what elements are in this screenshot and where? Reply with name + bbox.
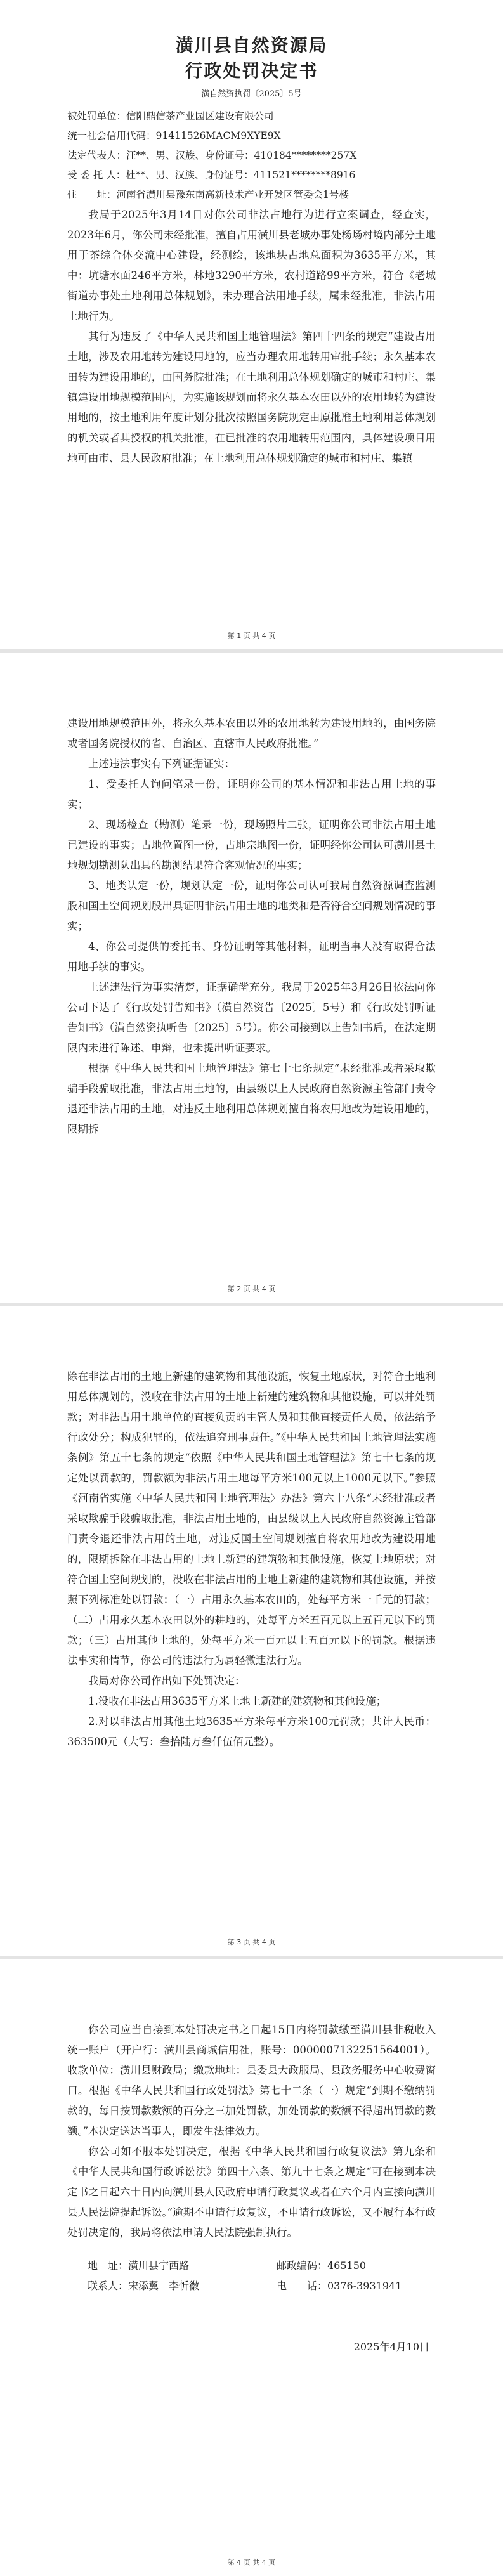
evidence-item: 3、地类认定一份，规划认定一份，证明你公司认可我局自然资源调查监测股和国土空间规划股出具证明非法占用土地的地类和是否符合空间规划情况的事实；	[67, 880, 436, 932]
document-page-2	[0, 653, 503, 1303]
page-number: 第 3 页 共 4 页	[227, 1938, 276, 1946]
page-number: 第 1 页 共 4 页	[227, 632, 276, 640]
appeal-rights: 你公司如不服本处罚决定，根据《中华人民共和国行政复议法》第九条和《中华人民共和国行政诉讼法》第四十六条、第九十七条之规定“可在接到本决定书之日起六十日内向潢川县人民政府申请行政复议或者在六个月内直接向潢川县人民法院提起诉讼。”逾期不申请行政复议，不申请行政诉讼，又不履行本行政处罚决定的，我局将依法申请人民法院强制执行。	[67, 2145, 436, 2239]
contact-row-person	[67, 2276, 436, 2296]
decision-item: 1.没收在非法占用3635平方米土地上新建的建筑物和其他设施；	[88, 1695, 387, 1707]
contact-phone: 电 话：0376-3931941	[277, 2280, 402, 2292]
document-page-4	[0, 1959, 503, 2576]
case-facts-paragraph: 我局于2025年3月14日对你公司非法占地行为进行立案调查，经查实，2023年6月，你公司未经批准，擅自占用潢川县老城办事处杨场村境内部分土地用于茶综合体交流中心建设，经测绘，该地块占地总面积为3635平方米，其中：坑塘水面246平方米，林地3290平方米，农村道路99平方米，符合《老城街道办事处土地利用总体规划》，未办理合法用地手续，属未经批准，非法占用土地行为。	[67, 209, 436, 322]
credit-code: 统一社会信用代码：91411526MACM9XYE9X	[67, 130, 281, 141]
penalized-party: 被处罚单位：信阳鼎信茶产业园区建设有限公司	[67, 110, 274, 122]
decision-intro: 我局对你公司作出如下处罚决定：	[88, 1675, 245, 1687]
page-number: 第 4 页 共 4 页	[227, 2558, 276, 2566]
contact-persons: 联系人：宋添翼 李忻徽	[88, 2280, 200, 2292]
evidence-item: 2、现场检查（勘测）笔录一份，现场照片二张，证明你公司非法占用土地已建设的事实；占地位置图一份，占地宗地图一份，证明经你公司认可潢川县土地规划勘测队出具的勘测结果符合客观情况的事实；	[67, 819, 436, 871]
procedure-paragraph: 上述违法行为事实清楚，证据确凿充分。我局于2025年3月26日依法向你公司下达了《行政处罚告知书》（潢自然资告〔2025〕5号）和《行政处罚听证告知书》（潢自然资执听告〔2025〕5号）。你公司接到以上告知书后，在法定期限内未进行陈述、申辩，也未提出听证要求。	[67, 981, 436, 1054]
evidence-intro: 上述违法事实有下列证据证实：	[88, 758, 235, 770]
issue-date: 2025年4月10日	[353, 2341, 429, 2353]
party-address: 住 址：河南省潢川县豫东南高新技术产业开发区管委会1号楼	[67, 189, 349, 200]
authorized-agent: 受 委 托 人：杜**、男、汉族、身份证号：411521********8916	[67, 169, 356, 181]
postal-code: 邮政编码：465150	[277, 2260, 367, 2272]
document-page-3	[0, 1306, 503, 1956]
contact-row-address	[67, 2256, 436, 2276]
decision-item: 2.对以非法占用其他土地3635平方米每平方米100元罚款；共计人民币：363500元（大写：叁拾陆万叁仟伍佰元整）。	[67, 1715, 436, 1748]
document-number: 潢自然资执罚〔2025〕5号	[201, 89, 302, 99]
payment-instructions: 你公司应当自接到本处罚决定书之日起15日内将罚款缴至潢川县非税收入统一账户（开户行：潢川县商城信用社，账号：0000007132251564001）。收款单位：潢川县财政局；缴款地址：县委县大政服局、县政务服务中心收费窗口。根据《中华人民共和国行政处罚法》第七十二条（一）规定“到期不缴纳罚款的，每日按罚款数额的百分之三加处罚款，加处罚款的数额不得超出罚款的数额。”本决定送达当事人，即发生法律效力。	[67, 2024, 436, 2137]
document-page-1	[0, 0, 503, 649]
legal-basis-continued: 除在非法占用的土地上新建的建筑物和其他设施，恢复土地原状，对符合土地利用总体规划的，没收在非法占用的土地上新建的建筑物和其他设施，可以并处罚款；对非法占用土地单位的直接负责的主管人员和其他直接责任人员，依法给予行政处分；构成犯罪的，依法追究刑事责任。”《中华人民共和国土地管理法实施条例》第五十七条的规定“依照《中华人民共和国土地管理法》第七十七条的规定处以罚款的，罚款额为非法占用土地每平方米100元以上1000元以下。”参照《河南省实施〈中华人民共和国土地管理法〉办法》第六十八条“未经批准或者采取欺骗手段骗取批准，非法占用土地的，由县级以上人民政府自然资源主管部门责令退还非法占用的土地，对违反国土空间规划擅自将农用地改为建设用地的，限期拆除在非法占用的土地上新建的建筑物和其他设施，恢复土地原状；对符合国土空间规划的，没收在非法占用的土地上新建的建筑物和其他设施，并按照下列标准处以罚款：（一）占用永久基本农田的，处每平方米一千元的罚款；（二）占用永久基本农田以外的耕地的，处每平方米五百元以上五百元以下的罚款；（三）占用其他土地的，处每平方米一百元以上五百元以下的罚款。根据违法事实和情节，你公司的违法行为属轻微违法行为。	[67, 1370, 436, 1667]
legal-basis-paragraph: 根据《中华人民共和国土地管理法》第七十七条规定“未经批准或者采取欺骗手段骗取批准，非法占用土地的，由县级以上人民政府自然资源主管部门责令退还非法占用的土地，对违反土地利用总体规划擅自将农用地改为建设用地的，限期拆	[67, 1062, 436, 1135]
page-number: 第 2 页 共 4 页	[227, 1285, 276, 1293]
legal-representative: 法定代表人：汪**、男、汉族、身份证号：410184********257X	[67, 150, 357, 161]
legal-violation-continued: 建设用地规模范围外，将永久基本农田以外的农用地转为建设用地的，由国务院或者国务院授权的省、自治区、直辖市人民政府批准。”	[67, 717, 436, 750]
document-title-type: 行政处罚决定书	[185, 60, 318, 81]
office-address: 地 址：潢川县宁西路	[88, 2260, 190, 2272]
document-title-agency: 潢川县自然资源局	[175, 35, 328, 56]
evidence-item: 1、受委托人询问笔录一份，证明你公司的基本情况和非法占用土地的事实；	[67, 778, 436, 810]
legal-violation-paragraph: 其行为违反了《中华人民共和国土地管理法》第四十四条的规定“建设占用土地，涉及农用地转为建设用地的，应当办理农用地转用审批手续；永久基本农田转为建设用地的，由国务院批准；在土地利用总体规划确定的城市和村庄、集镇建设用地规模范围内，为实施该规划而将永久基本农田以外的农用地转为建设用地的，按土地利用年度计划分批次按照国务院规定由原批准土地利用总体规划的机关或者其授权的机关批准，在已批准的农用地转用范围内，具体建设项目用地可由市、县人民政府批准；在土地利用总体规划确定的城市和村庄、集镇	[67, 330, 436, 464]
evidence-item: 4、你公司提供的委托书、身份证明等其他材料，证明当事人没有取得合法用地手续的事实。	[67, 940, 436, 973]
